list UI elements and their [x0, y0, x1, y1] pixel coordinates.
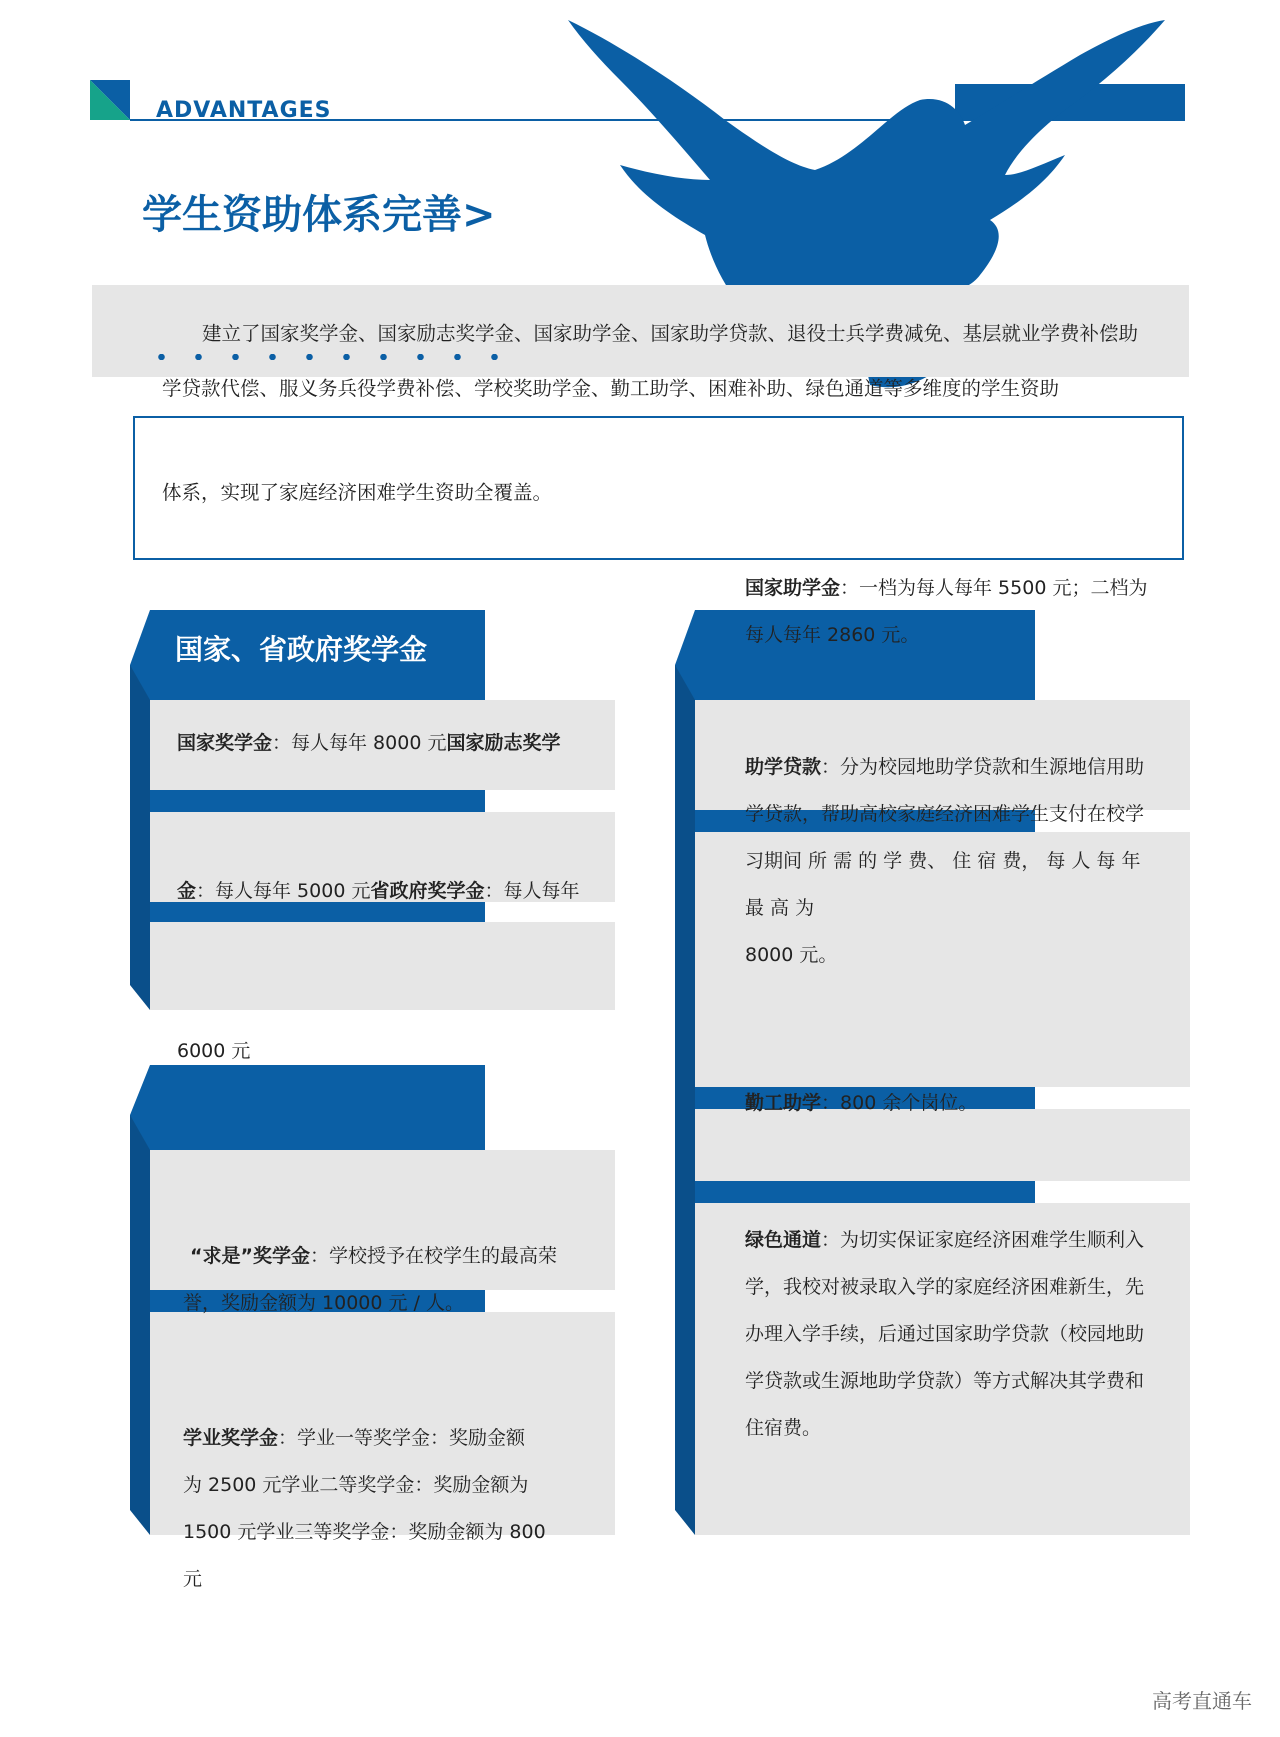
academic-scholarship-line-3: 1500 元学业三等奖学金：奖励金额为 800: [183, 1521, 546, 1543]
green-channel-text-1: ：为切实保证家庭经济困难学生顺利入: [821, 1229, 1145, 1251]
intro-line-3: 体系，实现了家庭经济困难学生资助全覆盖。: [162, 481, 553, 504]
dotted-divider: [143, 354, 513, 360]
province-scholarship-label: 省政府奖学金: [370, 880, 485, 902]
national-grant-line-2: 每人每年 2860 元。: [745, 624, 920, 646]
intro-line-2: 学贷款代偿、服义务兵役学费补偿、学校奖助学金、勤工助学、困难补助、绿色通道等多维度的学生资助: [162, 377, 1060, 400]
qiushi-scholarship-text-1: ：学校授予在校学生的最高荣: [309, 1245, 557, 1267]
right-column-graphic: [675, 610, 1190, 1535]
student-loan-text-1: ：分为校园地助学贷款和生源地信用助: [821, 756, 1145, 778]
green-channel-line-3: 办理入学手续，后通过国家助学贷款（校园地助: [745, 1323, 1145, 1345]
national-grant-line-1: [745, 575, 1147, 601]
section-label: ADVANTAGES: [156, 98, 332, 123]
inspire-scholarship-text: ：每人每年 5000 元: [196, 880, 371, 902]
national-scholarship-label: 国家奖学金: [177, 732, 273, 754]
academic-scholarship-label: 学业奖学金: [183, 1427, 279, 1449]
academic-scholarship-text-1: ：学业一等奖学金：奖励金额: [278, 1427, 526, 1449]
student-loan-label: 助学贷款: [745, 756, 822, 778]
green-channel-line-5: 住宿费。: [745, 1417, 822, 1439]
work-study-label: 勤工助学: [745, 1092, 822, 1114]
national-grant-text-1: ：一档为每人每年 5500 元；二档为: [840, 577, 1148, 599]
corner-mark: [90, 80, 130, 120]
block-1-title: 国家、省政府奖学金: [175, 633, 428, 666]
work-study-text: ：800 余个岗位。: [821, 1092, 978, 1114]
student-loan-line-2: 学贷款，帮助高校家庭经济困难学生支付在校学: [745, 803, 1145, 825]
qiushi-scholarship-label: “求是”奖学金: [190, 1245, 310, 1267]
national-grant-label: 国家助学金: [745, 577, 841, 599]
green-channel-line-1: [745, 1227, 1144, 1253]
work-study-line: [745, 1090, 977, 1116]
national-scholarship-text: ：每人每年 8000 元: [272, 732, 447, 754]
student-loan-line-1: [745, 754, 1144, 780]
green-channel-line-2: 学，我校对被录取入学的家庭经济困难新生，先: [745, 1276, 1145, 1298]
watermark: 高考直通车: [1152, 1689, 1252, 1713]
green-channel-label: 绿色通道: [745, 1229, 822, 1251]
student-loan-line-4: 最 高 为: [745, 897, 815, 919]
academic-scholarship-line-1: [183, 1425, 525, 1451]
qiushi-scholarship-line-2: 誉，奖励金额为 10000 元 / 人。: [183, 1292, 465, 1314]
intro-line-1: 建立了国家奖学金、国家励志奖学金、国家助学金、国家助学贷款、退役士兵学费减免、基层就业学费补偿助: [202, 322, 1139, 345]
academic-scholarship-line-4: 元: [183, 1568, 203, 1590]
academic-scholarship-line-2: 为 2500 元学业二等奖学金：奖励金额为: [183, 1474, 529, 1496]
student-loan-line-5: 8000 元。: [745, 944, 838, 966]
province-scholarship-text: ：每人每年: [484, 880, 580, 902]
left-block-1-graphic: [130, 610, 620, 1010]
inspire-scholarship-line: [177, 878, 579, 904]
province-scholarship-amount: 6000 元: [177, 1040, 251, 1062]
inspire-scholarship-label-a: 国家励志奖学: [446, 732, 561, 754]
green-channel-line-4: 学贷款或生源地助学贷款）等方式解决其学费和: [745, 1370, 1145, 1392]
inspire-scholarship-label-b: 金: [177, 880, 197, 902]
qiushi-scholarship-line-1: [190, 1243, 557, 1269]
page-title: 学生资助体系完善>: [142, 192, 496, 238]
national-scholarship-line: [177, 730, 560, 756]
student-loan-line-3: 习期间 所 需 的 学 费、 住 宿 费， 每 人 每 年: [745, 850, 1141, 872]
